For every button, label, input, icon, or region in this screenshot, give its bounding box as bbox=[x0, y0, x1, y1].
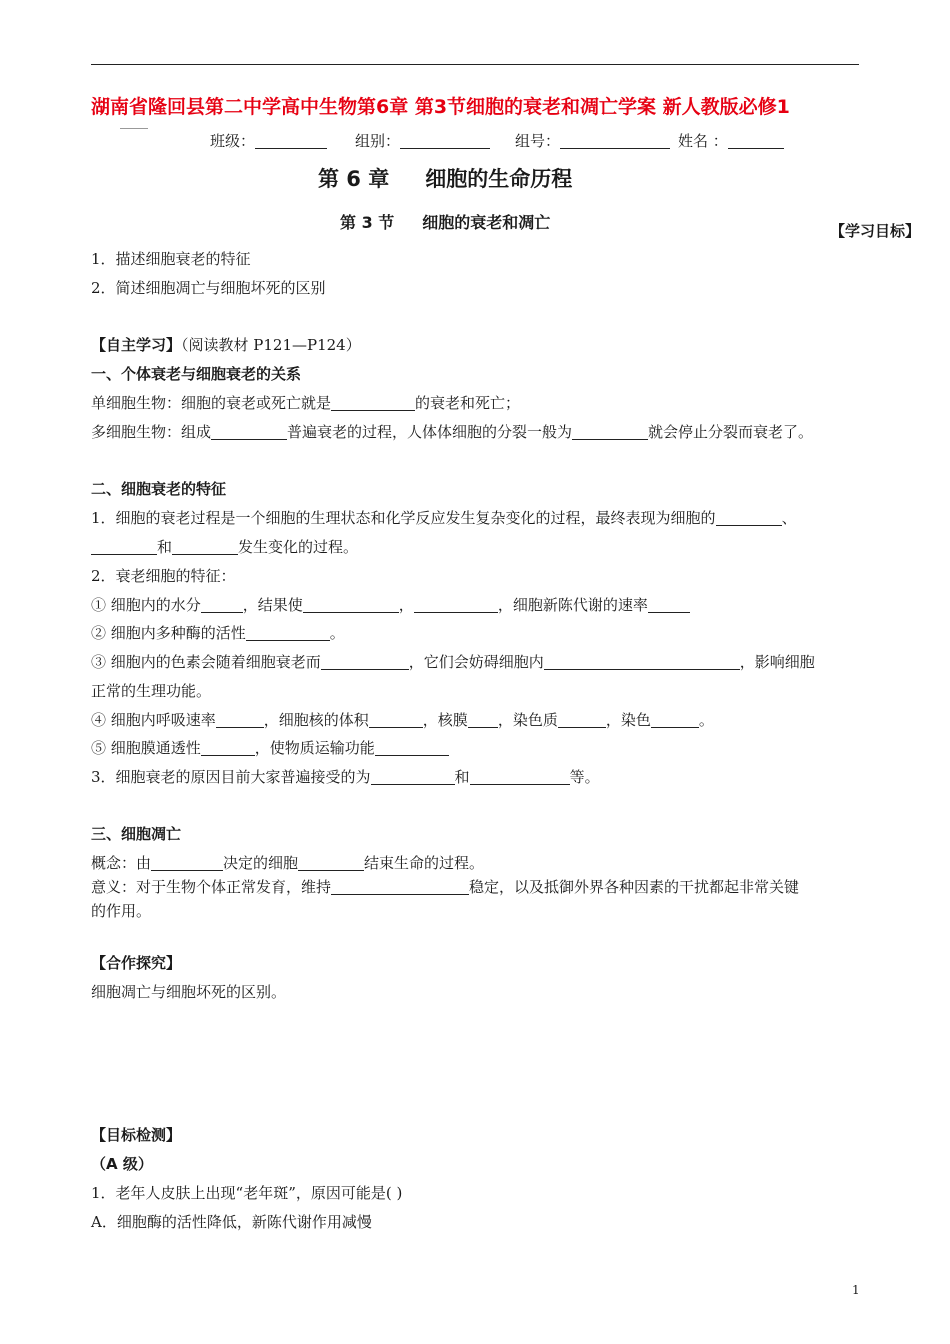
answer-blank[interactable] bbox=[369, 712, 423, 728]
class-field bbox=[210, 130, 327, 151]
objectives-heading: 【学习目标】 bbox=[830, 222, 921, 240]
text-segment: ④ 细胞内呼吸速率 bbox=[91, 711, 216, 729]
section-number: 第 3 节 bbox=[340, 213, 395, 232]
answer-blank[interactable] bbox=[246, 625, 330, 641]
section-heading bbox=[340, 210, 550, 233]
text-segment: 发生变化的过程。 bbox=[238, 538, 359, 556]
answer-blank[interactable] bbox=[172, 539, 238, 555]
answer-blank[interactable] bbox=[558, 712, 606, 728]
feature-5 bbox=[91, 737, 449, 758]
text-segment: ③ 细胞内的色素会随着细胞衰老而 bbox=[91, 653, 321, 671]
section-name: 细胞的衰老和凋亡 bbox=[422, 213, 551, 232]
aging-cause bbox=[91, 766, 600, 787]
answer-blank[interactable] bbox=[216, 712, 264, 728]
self-study-heading-line bbox=[91, 334, 361, 355]
apoptosis-meaning-line1 bbox=[91, 876, 799, 897]
part2-p1-line2 bbox=[91, 536, 358, 557]
document-title: 湖南省隆回县第二中学高中生物第6章 第3节细胞的衰老和凋亡学案 新人教版必修1 bbox=[91, 96, 790, 118]
group-number-label: 组号： bbox=[515, 132, 561, 150]
answer-blank[interactable] bbox=[470, 769, 570, 785]
feature-1 bbox=[91, 594, 690, 615]
answer-blank[interactable] bbox=[303, 597, 399, 613]
answer-blank[interactable] bbox=[572, 424, 648, 440]
chapter-number: 第 6 章 bbox=[318, 167, 390, 191]
text-segment: ，细胞核的体积 bbox=[263, 711, 369, 729]
answer-blank[interactable] bbox=[414, 597, 498, 613]
answer-blank[interactable] bbox=[648, 597, 690, 613]
text-segment: 3．细胞衰老的原因目前大家普遍接受的为 bbox=[91, 768, 371, 786]
text-segment: 稳定，以及抵御外界各种因素的干扰都起非常关键 bbox=[469, 878, 800, 896]
text-segment: 、 bbox=[781, 509, 797, 527]
cooperative-heading: 【合作探究】 bbox=[91, 954, 182, 972]
top-rule bbox=[91, 64, 859, 65]
question-1: 1．老年人皮肤上出现“老年斑”，原因可能是( ) bbox=[91, 1184, 403, 1202]
text-segment: 和 bbox=[157, 538, 173, 556]
feature-4 bbox=[91, 709, 714, 730]
group-number-blank[interactable] bbox=[560, 133, 670, 149]
part2-title: 二、细胞衰老的特征 bbox=[91, 480, 227, 498]
text-segment: 意义：对于生物个体正常发育，维持 bbox=[91, 878, 332, 896]
answer-blank[interactable] bbox=[331, 395, 415, 411]
name-field bbox=[678, 130, 784, 151]
text-segment: 。 bbox=[329, 624, 345, 642]
group-field bbox=[355, 130, 490, 151]
answer-blank[interactable] bbox=[151, 855, 223, 871]
text-segment: 单细胞生物：细胞的衰老或死亡就是 bbox=[91, 394, 332, 412]
answer-blank[interactable] bbox=[468, 712, 498, 728]
name-blank[interactable] bbox=[728, 133, 784, 149]
part3-title: 三、细胞凋亡 bbox=[91, 825, 182, 843]
text-segment: 。 bbox=[698, 711, 714, 729]
text-segment: ，细胞新陈代谢的速率 bbox=[497, 596, 648, 614]
text-segment: 普遍衰老的过程，人体体细胞的分裂一般为 bbox=[287, 423, 573, 441]
part1-line2 bbox=[91, 421, 813, 442]
text-segment: ，染色质 bbox=[497, 711, 558, 729]
name-label: 姓名 ： bbox=[678, 132, 728, 150]
text-segment: ， bbox=[398, 596, 414, 614]
assessment-heading: 【目标检测】 bbox=[91, 1126, 182, 1144]
answer-blank[interactable] bbox=[716, 510, 782, 526]
chapter-heading bbox=[318, 163, 572, 193]
text-segment: ，影响细胞 bbox=[739, 653, 815, 671]
answer-blank[interactable] bbox=[371, 769, 455, 785]
answer-blank[interactable] bbox=[331, 879, 469, 895]
text-segment: 和 bbox=[454, 768, 470, 786]
feature-3-line2: 正常的生理功能。 bbox=[91, 682, 212, 700]
text-segment: ，使物质运输功能 bbox=[254, 739, 375, 757]
self-study-heading: 【自主学习】 bbox=[91, 336, 182, 354]
self-study-note: （阅读教材 P121—P124） bbox=[181, 336, 361, 354]
answer-blank[interactable] bbox=[651, 712, 699, 728]
text-segment: 概念：由 bbox=[91, 854, 152, 872]
answer-blank[interactable] bbox=[321, 654, 409, 670]
feature-2 bbox=[91, 622, 345, 643]
text-segment: ⑤ 细胞膜通透性 bbox=[91, 739, 201, 757]
answer-blank[interactable] bbox=[91, 539, 157, 555]
text-segment: 等。 bbox=[569, 768, 600, 786]
chapter-name: 细胞的生命历程 bbox=[425, 167, 573, 191]
class-label: 班级： bbox=[210, 132, 256, 150]
text-segment: ，结果使 bbox=[242, 596, 303, 614]
objective-2: 2．简述细胞凋亡与细胞坏死的区别 bbox=[91, 279, 326, 297]
answer-blank[interactable] bbox=[201, 597, 243, 613]
group-number-field bbox=[515, 130, 670, 151]
apoptosis-meaning-line2: 的作用。 bbox=[91, 902, 152, 920]
part1-title: 一、个体衰老与细胞衰老的关系 bbox=[91, 365, 302, 383]
objective-1: 1．描述细胞衰老的特征 bbox=[91, 250, 251, 268]
part1-line1 bbox=[91, 392, 520, 413]
part2-p1-line1 bbox=[91, 507, 797, 528]
text-segment: ② 细胞内多种酶的活性 bbox=[91, 624, 246, 642]
group-label: 组别： bbox=[355, 132, 401, 150]
text-segment: 1．细胞的衰老过程是一个细胞的生理状态和化学反应发生复杂变化的过程，最终表现为细胞的 bbox=[91, 509, 716, 527]
answer-blank[interactable] bbox=[211, 424, 287, 440]
text-segment: 结束生命的过程。 bbox=[364, 854, 485, 872]
assessment-level: （A 级） bbox=[91, 1155, 153, 1173]
text-segment: 决定的细胞 bbox=[223, 854, 299, 872]
class-blank[interactable] bbox=[255, 133, 327, 149]
answer-blank[interactable] bbox=[298, 855, 364, 871]
text-segment: ，它们会妨碍细胞内 bbox=[408, 653, 544, 671]
text-segment: ① 细胞内的水分 bbox=[91, 596, 201, 614]
answer-blank[interactable] bbox=[201, 740, 255, 756]
cooperative-text: 细胞凋亡与细胞坏死的区别。 bbox=[91, 983, 287, 1001]
text-segment: 的衰老和死亡； bbox=[415, 394, 521, 412]
part2-p2: 2．衰老细胞的特征： bbox=[91, 567, 236, 585]
group-blank[interactable] bbox=[400, 133, 490, 149]
text-segment: ，染色 bbox=[605, 711, 651, 729]
question-1-option-a: A．细胞酶的活性降低，新陈代谢作用减慢 bbox=[91, 1213, 372, 1231]
text-segment: 就会停止分裂而衰老了。 bbox=[648, 423, 814, 441]
answer-blank[interactable] bbox=[544, 654, 740, 670]
apoptosis-concept bbox=[91, 852, 484, 873]
text-segment: ，核膜 bbox=[422, 711, 468, 729]
text-segment: 多细胞生物：组成 bbox=[91, 423, 212, 441]
answer-blank[interactable] bbox=[375, 740, 449, 756]
feature-3-line1 bbox=[91, 651, 815, 672]
page-number: 1 bbox=[852, 1283, 860, 1297]
title-underline-mark bbox=[120, 128, 148, 129]
